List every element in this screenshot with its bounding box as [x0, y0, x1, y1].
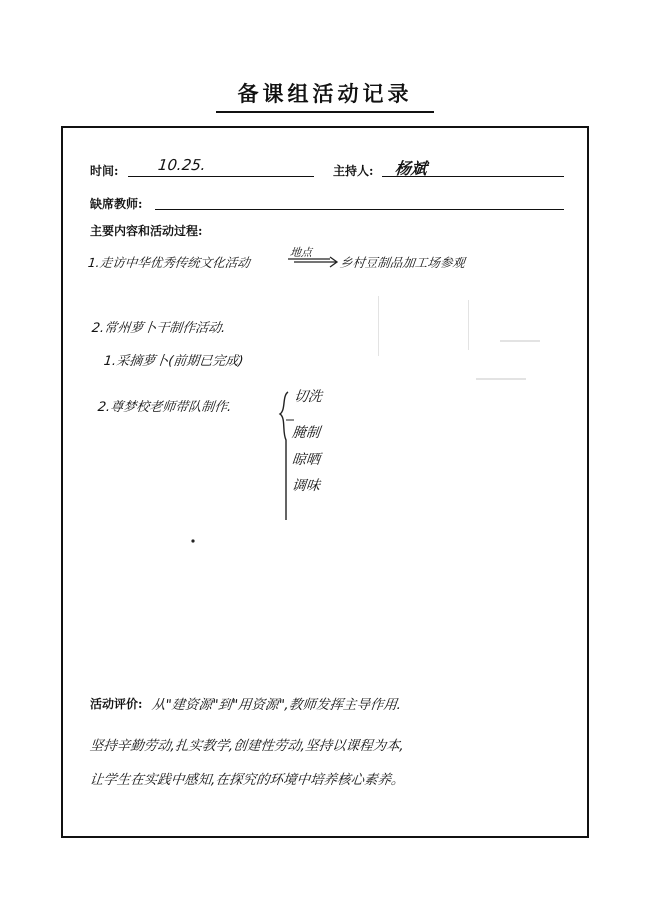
host-signature: 杨斌 — [393, 159, 428, 178]
evaluation-line-1: 从"建资源"到"用资源",教师发挥主导作用. — [150, 697, 403, 713]
process-subitem-2: 2.尊梦校老师带队制作. — [97, 400, 233, 415]
process-item-1: 1.走访中华优秀传统文化活动 — [87, 255, 251, 270]
brace-icon — [280, 392, 288, 520]
page-title: 备课组活动记录 — [216, 78, 434, 113]
process-step: 切洗 — [293, 389, 323, 405]
absent-teachers-label: 缺席教师: — [90, 197, 143, 211]
evaluation-line-3: 让学生在实践中感知,在探究的环境中培养核心素养。 — [88, 772, 406, 788]
evaluation-line-2: 坚持辛勤劳动,扎实教学,创建性劳动,坚持以课程为本, — [88, 738, 405, 754]
process-subitem-1: 1.采摘萝卜(前期已完成) — [103, 354, 245, 369]
process-label: 主要内容和活动过程: — [90, 224, 203, 238]
process-step: 腌制 — [291, 425, 321, 441]
time-value: 10.25. — [157, 156, 207, 174]
evaluation-label: 活动评价: — [90, 697, 143, 711]
host-label: 主持人: — [333, 164, 374, 178]
process-step: 晾晒 — [291, 452, 321, 468]
process-item-1-target: 乡村豆制品加工场参观 — [339, 255, 466, 270]
time-label: 时间: — [90, 164, 119, 178]
stray-dot — [191, 539, 194, 542]
process-item-1-link: 地点 — [289, 246, 313, 259]
process-item-2: 2.常州萝卜干制作活动. — [91, 321, 227, 336]
process-step: 调味 — [291, 478, 321, 494]
